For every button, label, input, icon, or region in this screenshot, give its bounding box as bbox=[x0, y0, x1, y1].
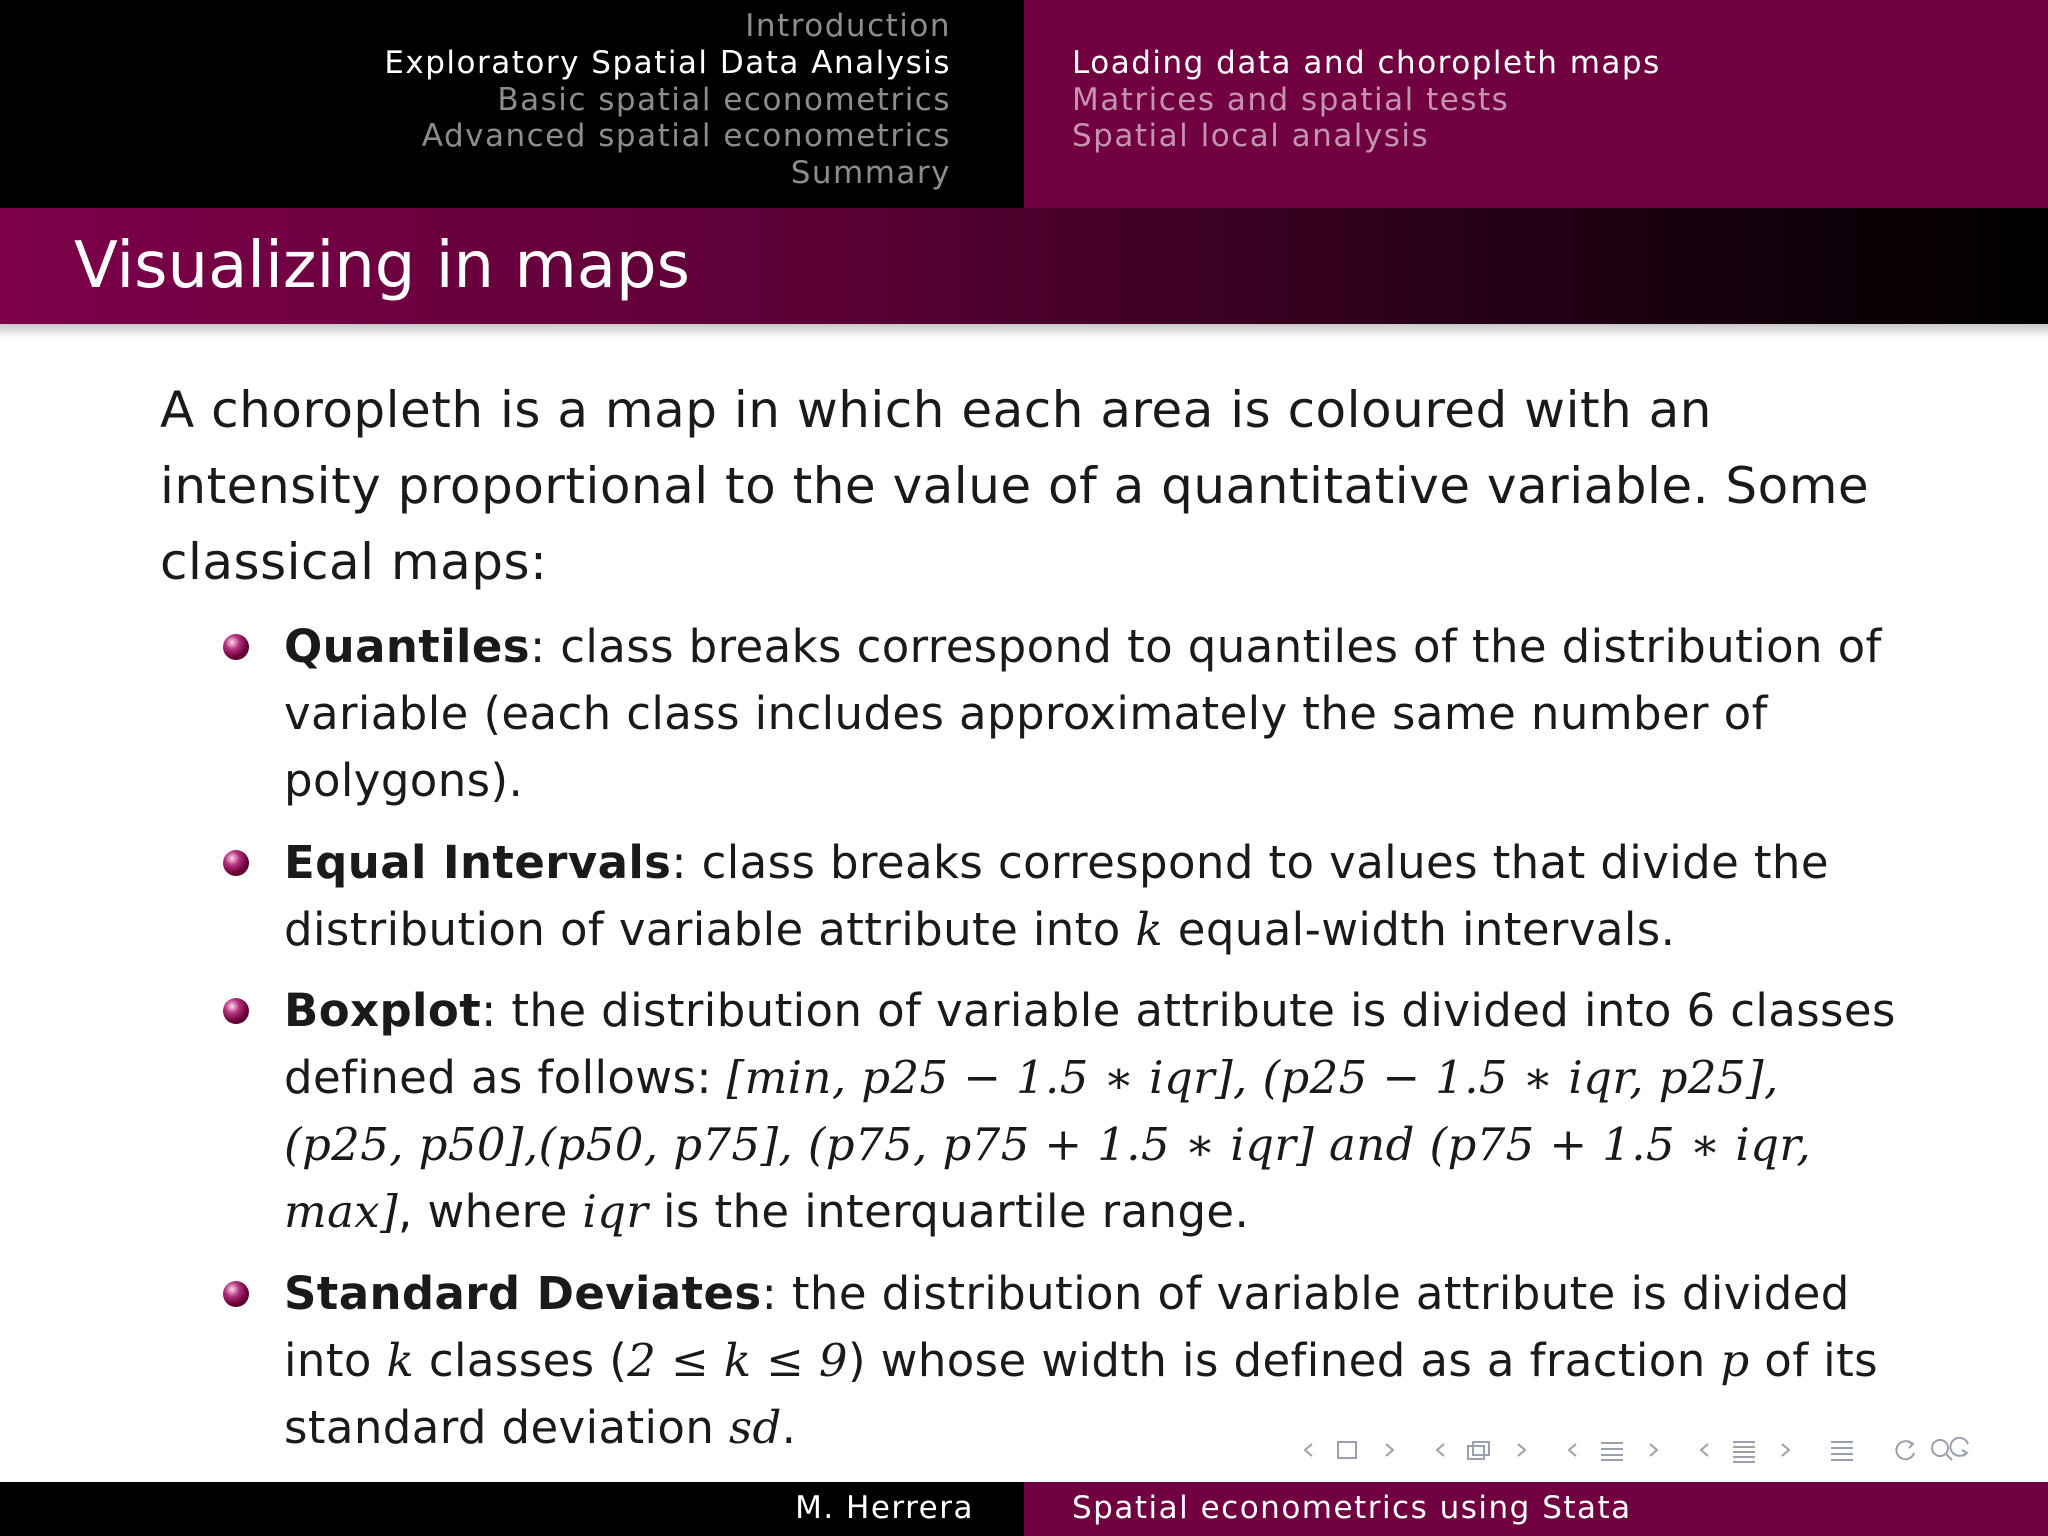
nav-subsection-local-analysis[interactable]: Spatial local analysis bbox=[1072, 118, 1430, 154]
nav-subsection-loading-data[interactable]: Loading data and choropleth maps bbox=[1072, 45, 1661, 81]
item-text: equal-width intervals. bbox=[1163, 903, 1676, 956]
subsection-navigation bbox=[1024, 0, 2048, 208]
item-text: : the distribution of variable attribute is divided into 6 classes defined as follows: bbox=[284, 984, 1896, 1104]
item-text: classes ( bbox=[414, 1334, 628, 1387]
nav-section-advanced-econometrics[interactable]: Advanced spatial econometrics bbox=[421, 118, 951, 154]
list-item-standard-deviates bbox=[284, 1260, 1904, 1461]
list-item-boxplot bbox=[284, 977, 1904, 1245]
nav-align-icon[interactable] bbox=[1828, 1437, 1856, 1463]
section-navigation bbox=[0, 0, 1024, 208]
bullet-icon bbox=[223, 998, 249, 1024]
item-text: . bbox=[781, 1401, 797, 1454]
nav-appendix-icon[interactable] bbox=[1696, 1437, 1794, 1463]
footer-title-bar bbox=[1024, 1482, 2048, 1536]
navigation-symbols bbox=[1300, 1432, 1986, 1468]
nav-section-summary[interactable]: Summary bbox=[790, 155, 951, 191]
item-text: , where bbox=[398, 1185, 583, 1238]
intro-paragraph: A choropleth is a map in which each area is coloured with an intensity proportional to the value of a quantitative variable. Some classical maps: bbox=[160, 381, 1870, 591]
nav-section-basic-econometrics[interactable]: Basic spatial econometrics bbox=[497, 82, 951, 118]
math-p: p bbox=[1720, 1334, 1750, 1387]
item-text: : the distribution of variable attribute is divided into bbox=[284, 1267, 1850, 1387]
math-k: k bbox=[1135, 903, 1164, 956]
title-bar bbox=[0, 208, 2048, 324]
bullet-icon bbox=[223, 1281, 249, 1307]
nav-frame-icon[interactable] bbox=[1300, 1437, 1398, 1463]
bullet-icon bbox=[223, 634, 249, 660]
math-k: k bbox=[386, 1334, 415, 1387]
footer-title: Spatial econometrics using Stata bbox=[1072, 1490, 1632, 1526]
item-text: : class breaks correspond to quantiles of the distribution of variable (each class includes approximately the same number of polygons). bbox=[284, 620, 1882, 807]
nav-subsection-icon[interactable] bbox=[1432, 1437, 1530, 1463]
bullet-icon bbox=[223, 850, 249, 876]
nav-section-esda[interactable]: Exploratory Spatial Data Analysis bbox=[384, 45, 951, 81]
title-shadow bbox=[0, 324, 2048, 338]
math-iqr: iqr bbox=[582, 1185, 649, 1238]
nav-subsection-matrices[interactable]: Matrices and spatial tests bbox=[1072, 82, 1510, 118]
term-boxplot: Boxplot bbox=[284, 984, 482, 1037]
item-text: ) whose width is defined as a fraction bbox=[847, 1334, 1721, 1387]
footer-author: M. Herrera bbox=[795, 1490, 974, 1526]
slide-title: Visualizing in maps bbox=[74, 229, 690, 303]
nav-section-introduction[interactable]: Introduction bbox=[745, 8, 951, 44]
list-item-equal-intervals bbox=[284, 829, 1904, 963]
item-text: of its standard deviation bbox=[284, 1334, 1878, 1454]
term-standard-deviates: Standard Deviates bbox=[284, 1267, 762, 1320]
item-text: : class breaks correspond to values that divide the distribution of variable attribute into bbox=[284, 836, 1829, 956]
list-item-quantiles bbox=[284, 613, 1904, 814]
nav-search-icon[interactable] bbox=[1890, 1435, 1986, 1465]
boxplot-formula: [min, p25 − 1.5 ∗ iqr], (p25 − 1.5 ∗ iqr, p25], (p25, p50],(p50, p75], (p75, p75 + 1.5 ∗ iqr] and (p75 + 1.5 ∗ iqr, max] bbox=[284, 1051, 1812, 1238]
item-text: is the interquartile range. bbox=[648, 1185, 1250, 1238]
math-range: 2 ≤ k ≤ 9 bbox=[627, 1334, 848, 1387]
term-quantiles: Quantiles bbox=[284, 620, 530, 673]
footer-author-bar bbox=[0, 1482, 1024, 1536]
term-equal-intervals: Equal Intervals bbox=[284, 836, 672, 889]
math-sd: sd bbox=[728, 1401, 782, 1454]
nav-section-icon[interactable] bbox=[1564, 1437, 1662, 1463]
